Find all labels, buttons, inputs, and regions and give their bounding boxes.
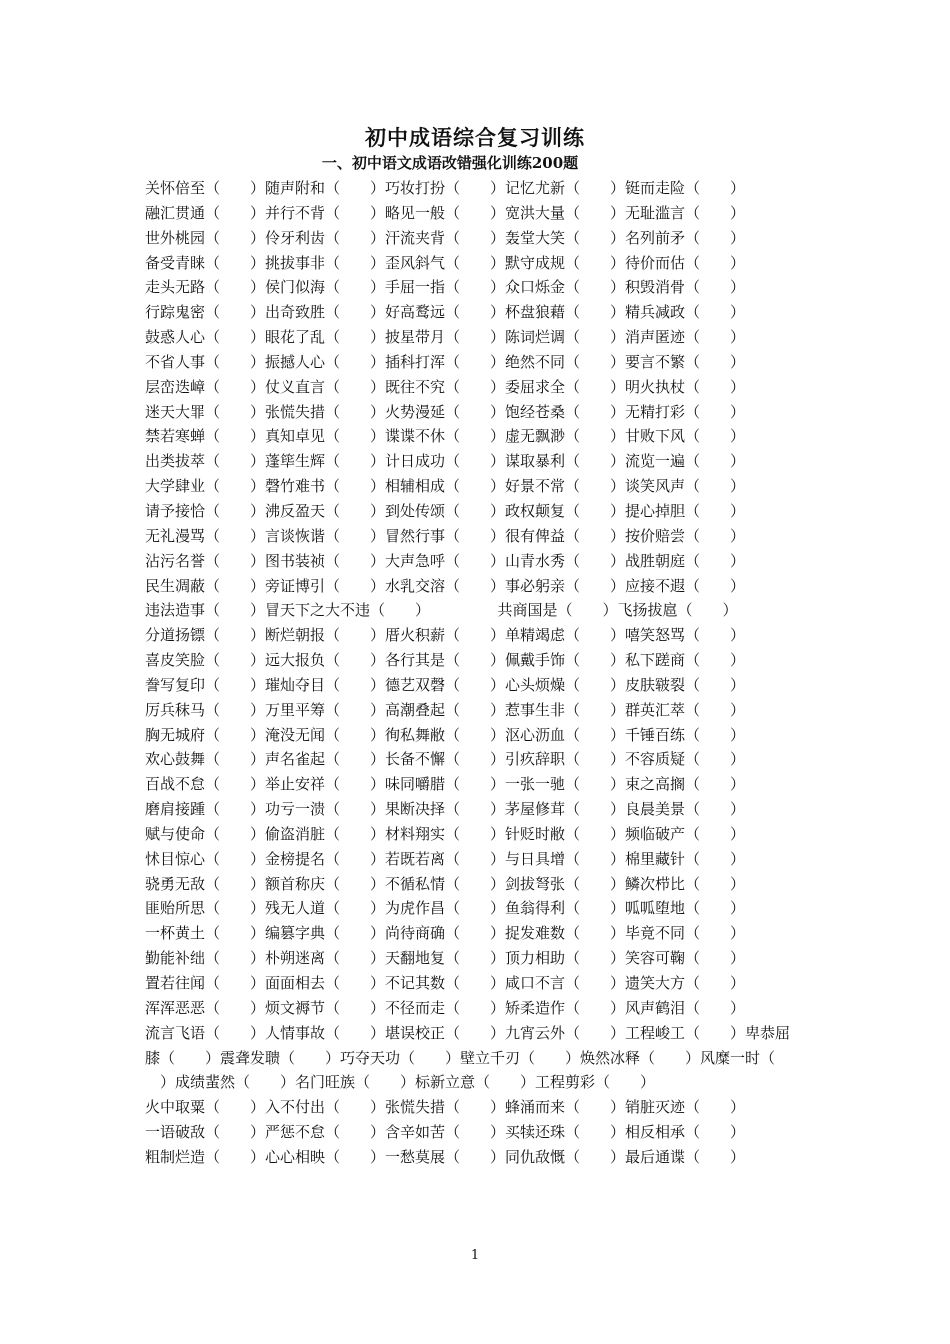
exercise-line: 匪贻所思（ ）残无人道（ ）为虎作昌（ ）鱼翁得利（ ）呱呱堕地（ ） bbox=[145, 899, 746, 918]
exercise-line: 流言飞语（ ）人情事故（ ）堪误校正（ ）九宵云外（ ）工程峻工（ ）卑恭屈 bbox=[145, 1023, 791, 1042]
exercise-line: 融汇贯通（ ）并行不背（ ）略见一般（ ）宽洪大量（ ）无耻滥言（ ） bbox=[145, 203, 746, 222]
exercise-line: 层峦迭嶂（ ）仗义直言（ ）既往不究（ ）委屈求全（ ）明火执杖（ ） bbox=[145, 377, 746, 396]
exercise-line: 禁若寒蝉（ ）真知卓见（ ）谍谍不休（ ）虚无飘渺（ ）甘败下风（ ） bbox=[145, 427, 746, 446]
exercise-line: 磨肩接踵（ ）功亏一溃（ ）果断决择（ ）茅屋修茸（ ）良晨美景（ ） bbox=[145, 800, 746, 819]
exercise-line: 沾污名誉（ ）图书装祯（ ）大声急呼（ ）山青水秀（ ）战胜朝庭（ ） bbox=[145, 551, 746, 570]
exercise-line: ）成绩蜚然（ ）名门旺族（ ）标新立意（ ）工程剪彩（ ） bbox=[145, 1073, 656, 1092]
exercise-line: 怵目惊心（ ）金榜提名（ ）若既若离（ ）与日具增（ ）棉里藏针（ ） bbox=[145, 849, 746, 868]
exercise-line: 一杯黄土（ ）编篡字典（ ）尚待商确（ ）捉发难数（ ）毕竟不同（ ） bbox=[145, 924, 746, 943]
exercise-line: 浑浑恶恶（ ）烦文褥节（ ）不径而走（ ）矫柔造作（ ）风声鹤泪（ ） bbox=[145, 998, 746, 1017]
exercise-line: 世外桃园（ ）伶牙利齿（ ）汗流夹背（ ）轰堂大笑（ ）名列前矛（ ） bbox=[145, 228, 746, 247]
exercise-line: 大学肆业（ ）磬竹难书（ ）相辅相成（ ）好景不常（ ）谈笑风声（ ） bbox=[145, 477, 746, 496]
exercise-line: 勤能补绌（ ）朴朔迷离（ ）天翻地复（ ）顶力相助（ ）笑容可鞠（ ） bbox=[145, 949, 746, 968]
exercise-line: 誊写复印（ ）璀灿夺目（ ）德艺双磬（ ）心头烦燥（ ）皮肤皲裂（ ） bbox=[145, 675, 746, 694]
exercise-line: 喜皮笑脸（ ）远大报负（ ）各行其是（ ）佩戴手饰（ ）私下蹉商（ ） bbox=[145, 651, 746, 670]
exercise-line: 不省人事（ ）振撼人心（ ）插科打浑（ ）绝然不同（ ）要言不繁（ ） bbox=[145, 352, 746, 371]
exercise-line: 赋与使命（ ）偷盗消脏（ ）材料翔实（ ）针贬时敝（ ）频临破产（ ） bbox=[145, 824, 746, 843]
exercise-line: 行踪鬼密（ ）出奇致胜（ ）好高鹜远（ ）杯盘狼藉（ ）精兵减政（ ） bbox=[145, 303, 746, 322]
exercise-line: 欢心鼓舞（ ）声名雀起（ ）长备不懈（ ）引疚辞职（ ）不容质疑（ ） bbox=[145, 750, 746, 769]
exercise-line: 置若往闻（ ）面面相去（ ）不记其数（ ）咸口不言（ ）遗笑大方（ ） bbox=[145, 974, 746, 992]
exercise-line: 火中取粟（ ）入不付出（ ）张慌失措（ ）蜂涌而来（ ）销脏灭迹（ ） bbox=[145, 1098, 746, 1117]
exercise-line: 分道扬镖（ ）断烂朝报（ ）厝火积薪（ ）单精竭虑（ ）嘻笑怒骂（ ） bbox=[145, 626, 746, 645]
exercise-line: 鼓惑人心（ ）眼花了乱（ ）披星带月（ ）陈词烂调（ ）消声匿迹（ ） bbox=[145, 328, 746, 347]
exercise-line: 违法造事（ ）冒天下之大不违（ ） 共商国是（ ）飞扬拔扈（ ） bbox=[145, 601, 738, 620]
exercise-line: 请予接恰（ ）沸反盈天（ ）到处传颂（ ）政权颠复（ ）提心掉胆（ ） bbox=[145, 501, 746, 520]
exercise-line: 民生凋蔽（ ）旁证博引（ ）水乳交溶（ ）事必躬亲（ ）应接不遐（ ） bbox=[145, 576, 746, 595]
exercise-line: 走头无路（ ）侯门似海（ ）手屈一指（ ）众口烁金（ ）积毁消骨（ ） bbox=[145, 278, 746, 297]
exercise-line: 迷天大罪（ ）张慌失措（ ）火势漫延（ ）饱经苍桑（ ）无精打彩（ ） bbox=[145, 402, 746, 421]
exercise-line: 膝（ ）震聋发聩（ ）巧夺天功（ ）壁立千刃（ ）焕然冰释（ ）风糜一时（ bbox=[145, 1048, 776, 1067]
exercise-line: 骁勇无敌（ ）额首称庆（ ）不循私情（ ）剑拔弩张（ ）鳞次栉比（ ） bbox=[145, 874, 746, 893]
exercise-line: 关怀倍至（ ）随声附和（ ）巧妆打扮（ ）记忆尤新（ ）铤而走险（ ） bbox=[145, 179, 746, 197]
page-number: 1 bbox=[470, 1248, 480, 1263]
exercise-line: 百战不怠（ ）举止安祥（ ）味同嚼腊（ ）一张一驰（ ）束之高搁（ ） bbox=[145, 775, 746, 794]
exercise-line: 备受青睐（ ）挑拔事非（ ）歪风斜气（ ）默守成规（ ）待价而估（ ） bbox=[145, 253, 746, 272]
exercise-line: 胸无城府（ ）淹没无闻（ ）徇私舞敝（ ）沤心沥血（ ）千锤百练（ ） bbox=[145, 725, 746, 744]
section-heading: 一、初中语文成语改错强化训练200题 bbox=[321, 154, 579, 172]
document-title: 初中成语综合复习训练 bbox=[365, 125, 585, 150]
exercise-line: 出类拔萃（ ）蓬筚生辉（ ）计日成功（ ）谋取暴利（ ）流览一遍（ ） bbox=[145, 452, 746, 471]
exercise-lines bbox=[145, 176, 810, 1170]
exercise-line: 粗制烂造（ ）心心相映（ ）一愁莫展（ ）同仇敌慨（ ）最后通谍（ ） bbox=[145, 1147, 746, 1166]
exercise-line: 厉兵秣马（ ）万里平筹（ ）高潮叠起（ ）惹事生非（ ）群英汇萃（ ） bbox=[145, 700, 746, 719]
exercise-line: 一语破敌（ ）严惩不怠（ ）含辛如苦（ ）买犊还珠（ ）相反相承（ ） bbox=[145, 1123, 746, 1142]
exercise-line: 无礼漫骂（ ）言谈恢谐（ ）冒然行事（ ）很有俾益（ ）按价赔尝（ ） bbox=[145, 526, 746, 545]
